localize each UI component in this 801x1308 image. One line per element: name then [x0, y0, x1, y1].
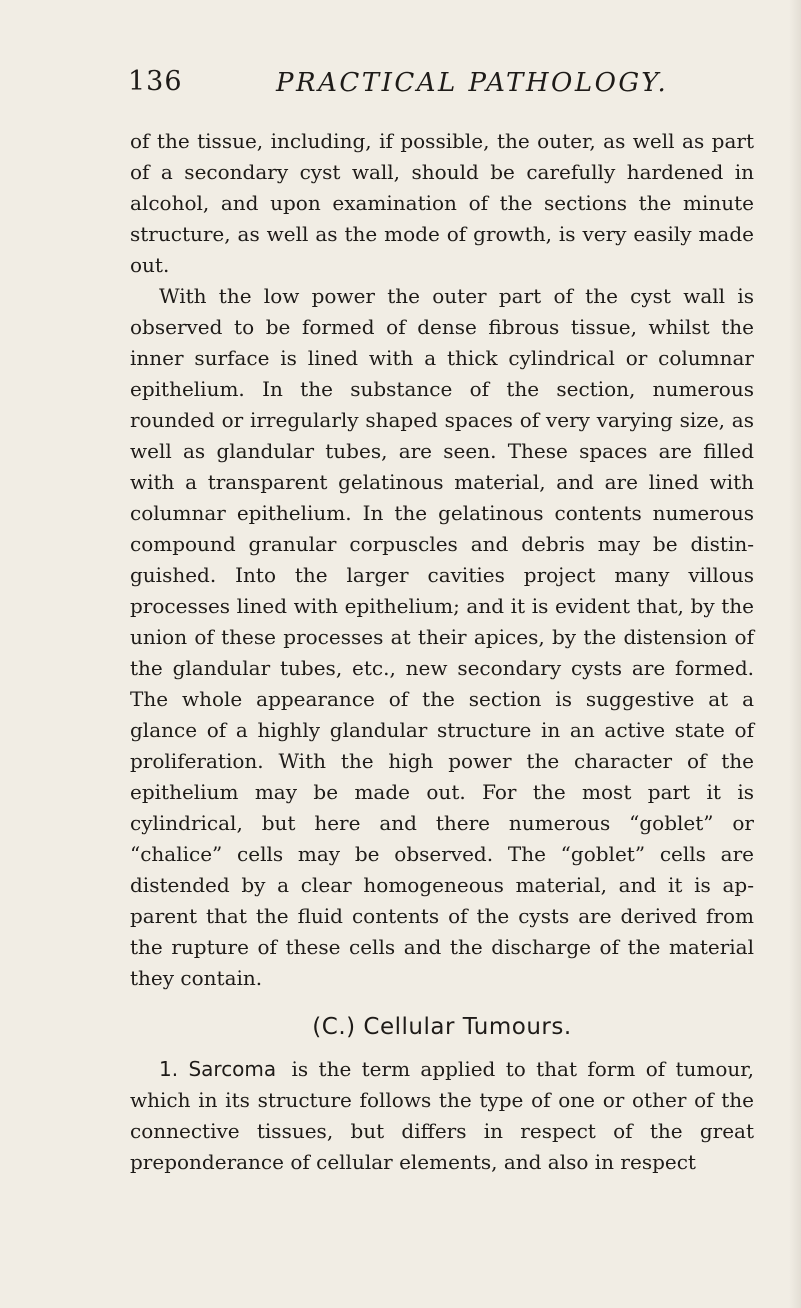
sarcoma-term: Sarcoma: [188, 1057, 277, 1081]
item-number: 1.: [159, 1057, 179, 1081]
paragraph-sarcoma: [130, 1054, 754, 1178]
body-text: [130, 126, 754, 1178]
section-heading: (C.) Cellular Tumours.: [312, 1014, 572, 1040]
paragraph-low-power-observation: With the low power the outer part of the cyst wall is observed to be formed of dense fibrous tissue, whilst the inner surface is lined with a thick cylindrical or columnar epithelium. In the substance of the section, numerous rounded or irregularly shaped spaces of very varying size, as well as glandular tubes, are seen. These spaces are filled with a transparent gelatinous material, and are lined with columnar epithelium. In the gelatinous contents numerous compound granular corpuscles and debris may be distinguished. Into the larger cavities project many villous processes lined with epithelium; and it is evident that, by the union of these processes at their apices, by the distension of the glandular tubes, etc., new secondary cysts are formed. The whole appearance of the section is suggestive at a glance of a highly glandular structure in an active state of proliferation. With the high power the character of the epithelium may be made out. For the most part it is cylindrical, but here and there numerous “goblet” or “chalice” cells may be observed. The “goblet” cells are distended by a clear homogeneous material, and it is apparent that the fluid contents of the cysts are derived from the rupture of these cells and the discharge of the material they contain.: [130, 284, 754, 990]
running-title: PRACTICAL PATHOLOGY.: [276, 68, 669, 98]
page-edge-shadow: [789, 0, 801, 1308]
paragraph-continuation: of the tissue, including, if possible, the outer, as well as part of a secondary cyst wall, should be carefully hardened in alcohol, and upon examination of the sections the minute structure, as well as the mode of growth, is very easily made out.: [130, 129, 754, 277]
page-number: 136: [128, 66, 183, 97]
sarcoma-description: is the term applied to that form of tumour, which in its structure follows the type of one or other of the connective tissues, but differs in respect of the great preponderance of cellular elements, and also in respect: [130, 1057, 755, 1174]
page-header: [128, 66, 748, 106]
